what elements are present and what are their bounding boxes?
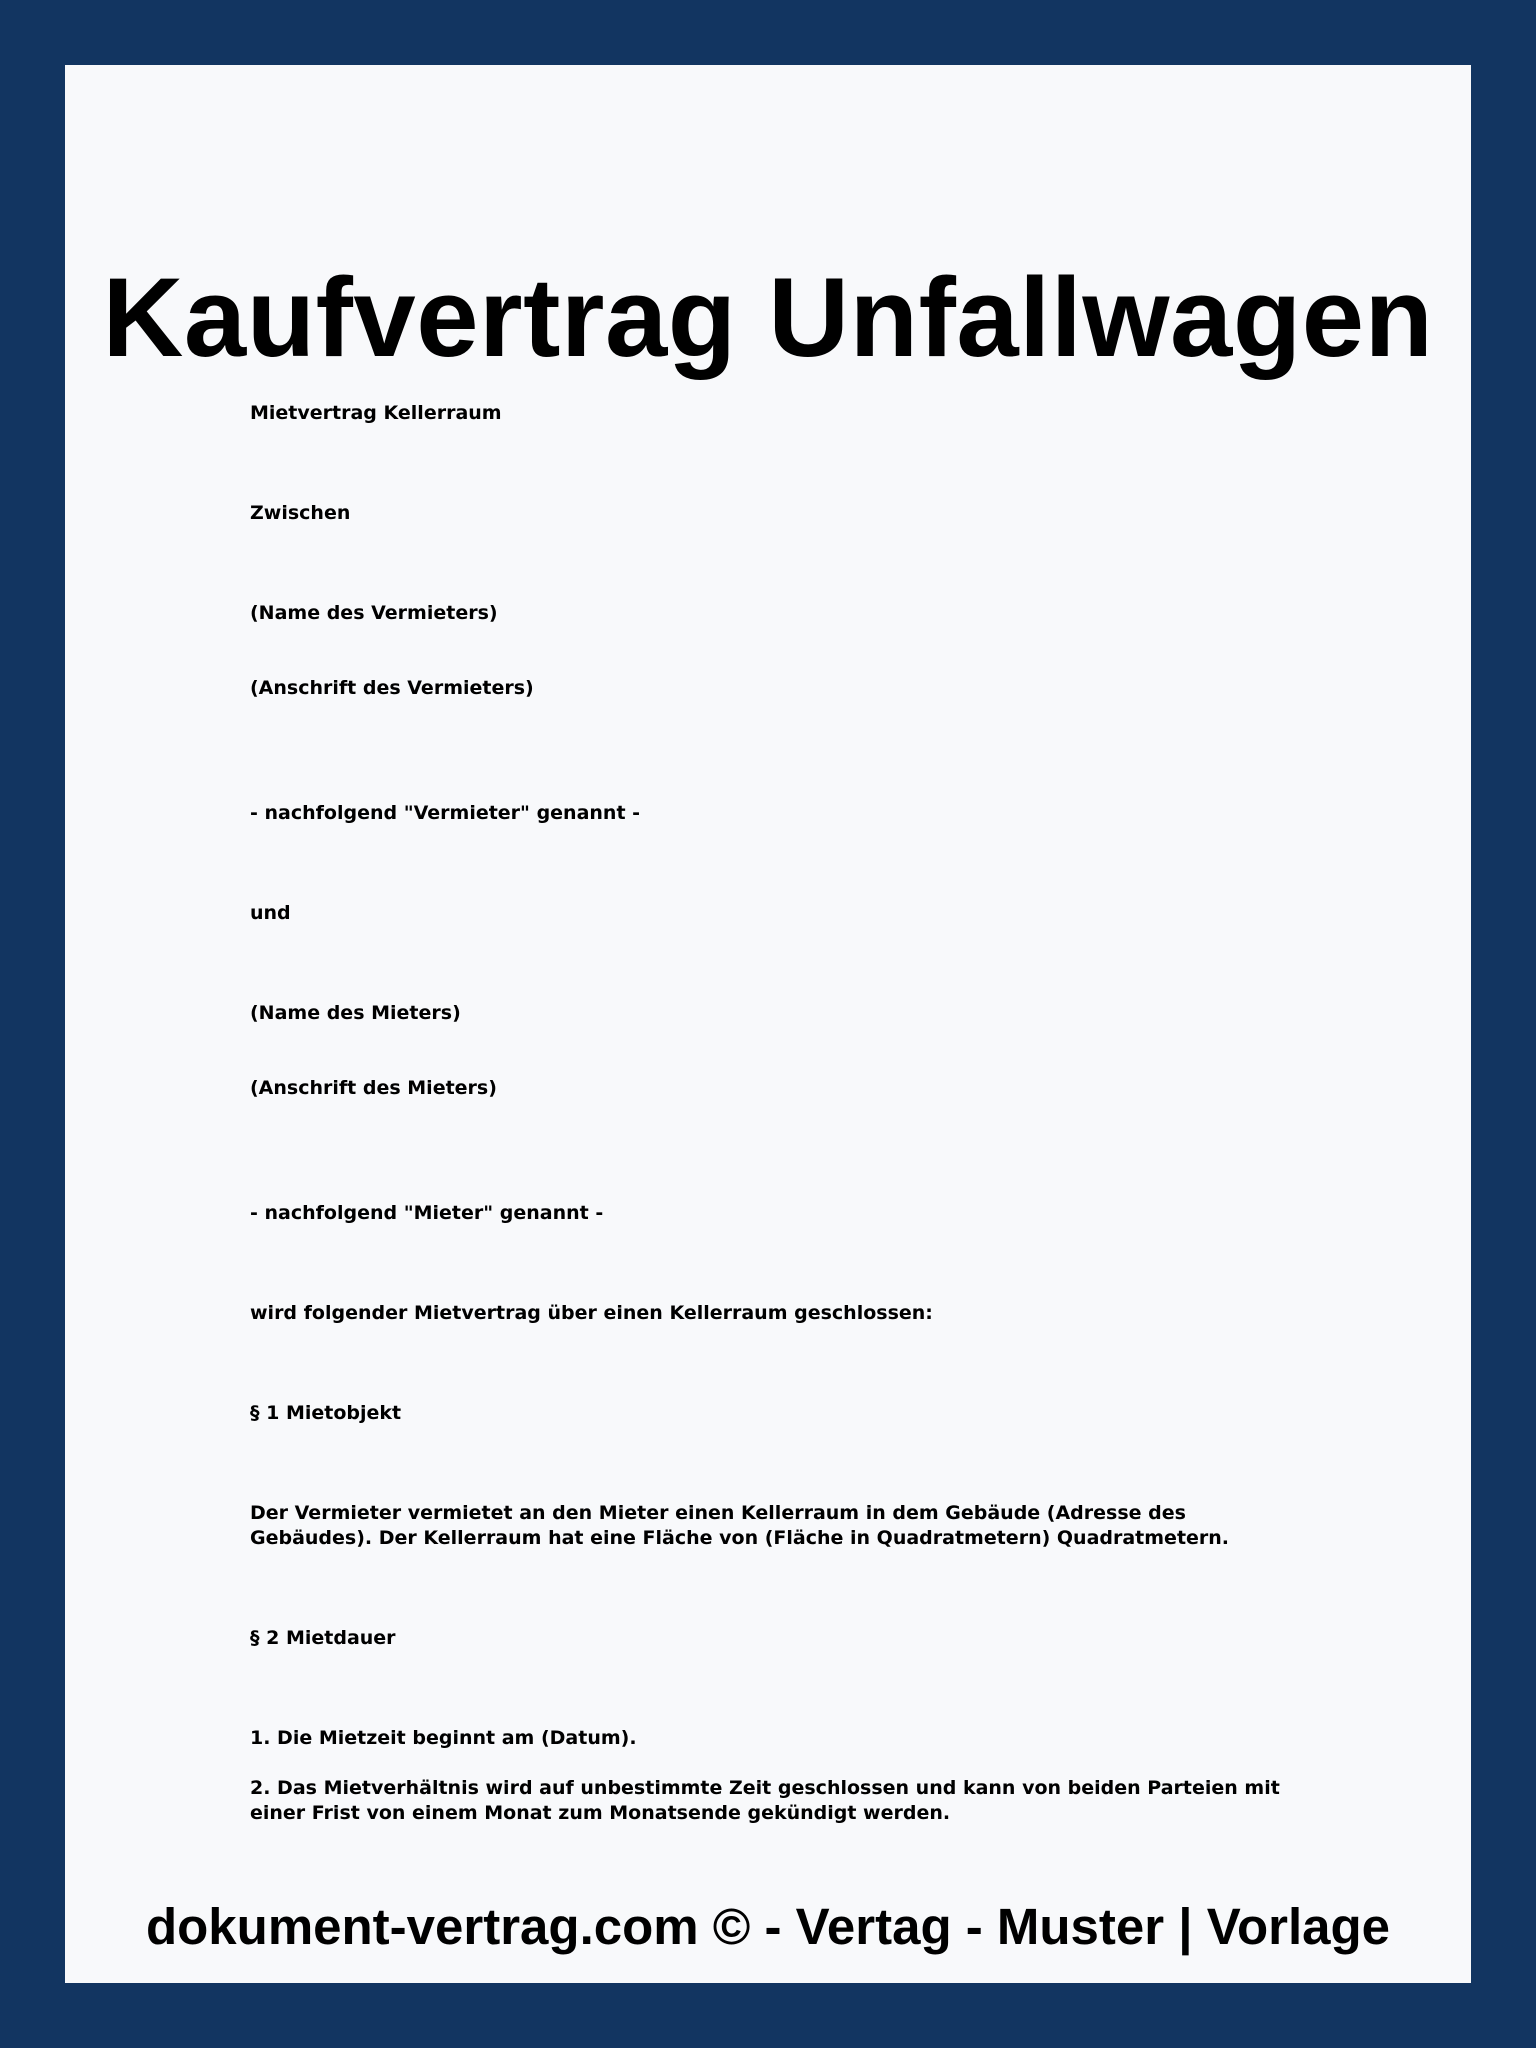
section-2-item-2: 2. Das Mietverhältnis wird auf unbestimmte Zeit geschlossen und kann von beiden Parteien mit einer Frist von einem Monat zum Monatsende gekündigt werden. bbox=[250, 1777, 1280, 1824]
landlord-address-placeholder: (Anschrift des Vermieters) bbox=[250, 677, 534, 699]
contract-heading: Mietvertrag Kellerraum bbox=[250, 402, 502, 424]
tenant-address-placeholder: (Anschrift des Mieters) bbox=[250, 1077, 497, 1099]
and-label: und bbox=[250, 902, 291, 924]
section-1-text: Der Vermieter vermietet an den Mieter einen Kellerraum in dem Gebäude (Adresse des Gebäudes). Der Kellerraum hat eine Fläche von (Fläche in Quadratmetern) Quadratmetern. bbox=[250, 1502, 1230, 1549]
section-1-heading: § 1 Mietobjekt bbox=[250, 1402, 402, 1424]
section-2-item-1: 1. Die Mietzeit beginnt am (Datum). bbox=[250, 1727, 637, 1749]
landlord-designation: - nachfolgend "Vermieter" genannt - bbox=[250, 802, 641, 824]
tenant-designation: - nachfolgend "Mieter" genannt - bbox=[250, 1202, 604, 1224]
contract-intro: wird folgender Mietvertrag über einen Kellerraum geschlossen: bbox=[250, 1302, 933, 1324]
between-label: Zwischen bbox=[250, 502, 351, 524]
document-page bbox=[65, 65, 1471, 1983]
tenant-name-placeholder: (Name des Mieters) bbox=[250, 1002, 461, 1024]
section-2-heading: § 2 Mietdauer bbox=[250, 1627, 396, 1649]
footer-watermark: dokument-vertrag.com © - Vertag - Muster | Vorlage bbox=[146, 1898, 1390, 1955]
landlord-name-placeholder: (Name des Vermieters) bbox=[250, 602, 498, 624]
document-title: Kaufvertrag Unfallwagen bbox=[102, 255, 1434, 380]
